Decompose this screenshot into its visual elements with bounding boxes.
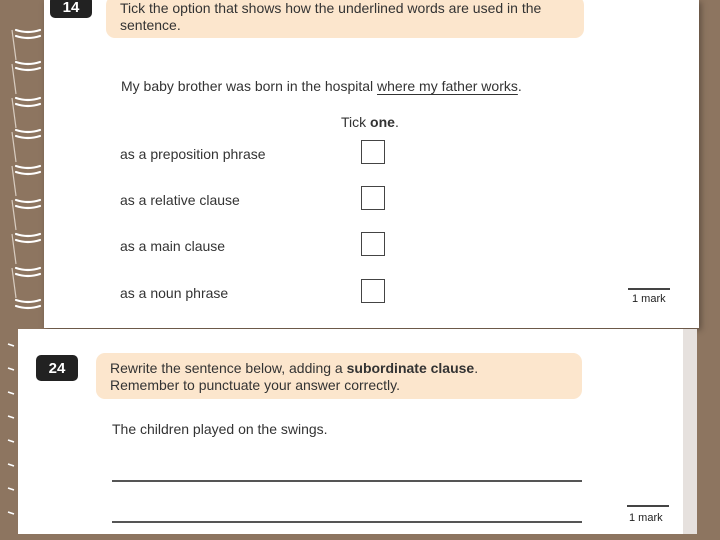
mark-divider [627,505,669,507]
page-edge [683,329,697,534]
sentence-text: My baby brother was born in the hospital [121,78,378,94]
spiral-binding [0,0,48,330]
tick-box-preposition-phrase[interactable] [361,140,385,164]
question-sentence: The children played on the swings. [112,421,328,437]
option-label: as a relative clause [120,192,240,208]
tick-bold: one [370,114,395,130]
tick-instruction [341,114,399,130]
question-14-card [44,0,699,328]
question-prompt: Tick the option that shows how the underlined words are used in the sentence. [106,0,584,38]
prompt-end: . [474,360,479,376]
question-sentence [121,78,522,94]
prompt-text: Rewrite the sentence below, adding a [110,360,347,376]
prompt-bold: subordinate clause [346,360,475,376]
tick-box-main-clause[interactable] [361,232,385,256]
question-24-card [18,329,683,534]
prompt-line-2: Remember to punctuate your answer correctly. [110,377,400,393]
question-prompt [96,353,582,399]
mark-divider [628,288,670,290]
tick-prefix: Tick [341,114,371,130]
tick-box-relative-clause[interactable] [361,186,385,210]
prompt-line-1 [110,360,568,377]
question-number: 14 [50,0,92,18]
answer-line-1[interactable] [112,480,582,482]
mark-label: 1 mark [629,512,663,524]
answer-line-2[interactable] [112,521,582,523]
binding-ticks [0,330,18,540]
mark-label: 1 mark [632,293,666,305]
sentence-end: . [517,78,522,94]
tick-suffix: . [394,114,399,130]
underlined-words: where my father works [377,78,518,94]
option-label: as a main clause [120,238,226,254]
question-number: 24 [36,355,78,381]
tick-box-noun-phrase[interactable] [361,279,385,303]
option-label: as a preposition phrase [120,146,266,162]
option-label: as a noun phrase [120,285,229,301]
